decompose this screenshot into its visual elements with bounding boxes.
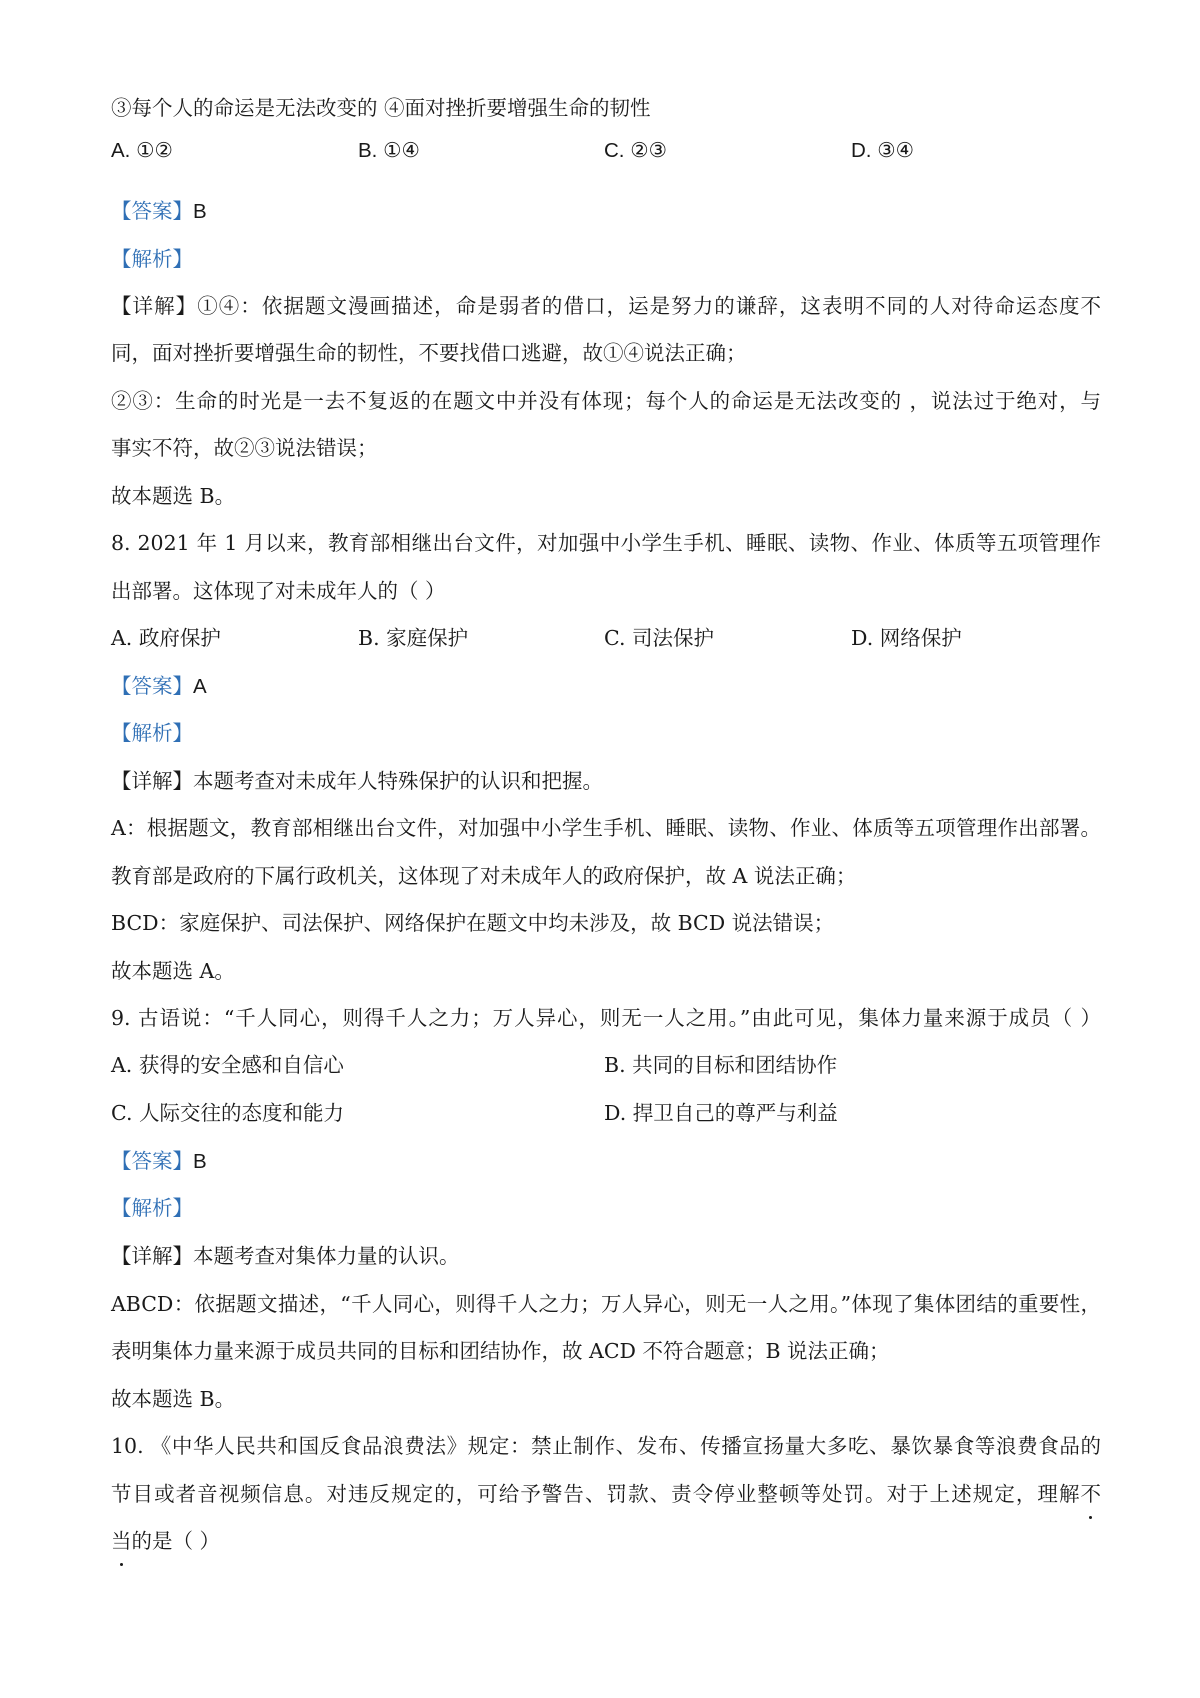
- q8-answer: [111, 671, 1101, 702]
- detail-text: 本题考查对未成年人特殊保护的认识和把握。: [193, 769, 603, 793]
- q8-detail-line-3: 教育部是政府的下属行政机关，这体现了对未成年人的政府保护，故 A 说法正确；: [111, 864, 857, 888]
- q7-answer: [111, 196, 1101, 227]
- q8-option-b[interactable]: B. 家庭保护: [358, 626, 469, 650]
- q10-stem-line-1: 10. 《中华人民共和国反食品浪费法》规定：禁止制作、发布、传播宣扬量大多吃、暴饮暴食等浪费食品的: [111, 1434, 1101, 1458]
- q9-option-a[interactable]: A. 获得的安全感和自信心: [111, 1053, 344, 1077]
- detail-text: ①④：依据题文漫画描述，命是弱者的借口，运是努力的谦辞，这表明不同的人对待命运态度不: [197, 294, 1102, 318]
- q7-detail-line-1: [111, 291, 1101, 321]
- q9-detail-line-1: [111, 1241, 1101, 1271]
- q9-analysis-tag: 【解析】: [111, 1196, 193, 1220]
- q9-option-d[interactable]: D. 捍卫自己的尊严与利益: [604, 1101, 838, 1125]
- q8-analysis-tag: 【解析】: [111, 721, 193, 745]
- q8-stem-line-2: 出部署。这体现了对未成年人的（ ）: [111, 579, 446, 603]
- q7-statements-line: ③每个人的命运是无法改变的 ④面对挫折要增强生命的韧性: [111, 96, 651, 120]
- q9-detail-line-3: 表明集体力量来源于成员共同的目标和团结协作，故 ACD 不符合题意；B 说法正确；: [111, 1339, 890, 1363]
- q9-option-b[interactable]: B. 共同的目标和团结协作: [604, 1053, 838, 1077]
- q7-detail-line-3: ②③：生命的时光是一去不复返的在题文中并没有体现；每个人的命运是无法改变的 ，说法过于绝对，与: [111, 389, 1101, 413]
- stem-text: 的是（ ）: [131, 1529, 221, 1553]
- detail-tag: 【详解】: [111, 1244, 193, 1268]
- answer-tag: 【答案】: [111, 674, 193, 698]
- answer-value: B: [193, 200, 207, 223]
- q8-option-a[interactable]: A. 政府保护: [111, 626, 221, 650]
- answer-value: B: [193, 1150, 207, 1173]
- q7-detail-line-4: 事实不符，故②③说法错误；: [111, 436, 378, 460]
- q7-option-d[interactable]: D. ③④: [851, 139, 914, 162]
- q7-option-b[interactable]: B. ①④: [358, 139, 420, 162]
- q8-detail-line-4: BCD：家庭保护、司法保护、网络保护在题文中均未涉及，故 BCD 说法错误；: [111, 911, 835, 935]
- q9-detail-line-2: ABCD：依据题文描述，“千人同心，则得千人之力；万人异心，则无一人之用。”体现了集体团结的重要性，: [111, 1292, 1101, 1316]
- detail-tag: 【详解】: [111, 769, 193, 793]
- answer-value: A: [193, 675, 207, 698]
- q8-detail-line-1: [111, 766, 1101, 796]
- detail-text: 本题考查对集体力量的认识。: [193, 1244, 460, 1268]
- q10-stem-line-2: [111, 1479, 1101, 1509]
- q9-answer: [111, 1146, 1101, 1177]
- stem-text: 节目或者音视频信息。对违反规定的，可给予警告、罚款、责令停业整顿等处罚。对于上述规定，理解: [111, 1482, 1081, 1506]
- q7-analysis-tag: 【解析】: [111, 247, 193, 271]
- q9-conclusion: 故本题选 B。: [111, 1387, 236, 1411]
- q7-conclusion: 故本题选 B。: [111, 484, 236, 508]
- q7-detail-line-2: 同，面对挫折要增强生命的韧性，不要找借口逃避，故①④说法正确；: [111, 341, 747, 365]
- answer-tag: 【答案】: [111, 1149, 193, 1173]
- q8-option-c[interactable]: C. 司法保护: [604, 626, 714, 650]
- q10-stem-line-3: [111, 1526, 1101, 1556]
- q7-option-c[interactable]: C. ②③: [604, 139, 667, 162]
- q9-stem-line-1: 9. 古语说：“千人同心，则得千人之力；万人异心，则无一人之用。”由此可见，集体力量来源于成员（ ）: [111, 1006, 1101, 1030]
- emphasis-char: 当: [111, 1526, 132, 1556]
- q8-detail-line-2: A：根据题文，教育部相继出台文件，对加强中小学生手机、睡眠、读物、作业、体质等五项管理作出部署。: [111, 816, 1101, 840]
- q8-stem-line-1: 8. 2021 年 1 月以来，教育部相继出台文件，对加强中小学生手机、睡眠、读物、作业、体质等五项管理作: [111, 531, 1101, 555]
- q7-option-a[interactable]: A. ①②: [111, 139, 173, 162]
- q8-conclusion: 故本题选 A。: [111, 959, 235, 983]
- q9-option-c[interactable]: C. 人际交往的态度和能力: [111, 1101, 344, 1125]
- detail-tag: 【详解】: [111, 294, 198, 318]
- q8-option-d[interactable]: D. 网络保护: [851, 626, 962, 650]
- emphasis-char: 不: [1081, 1479, 1102, 1509]
- answer-tag: 【答案】: [111, 199, 193, 223]
